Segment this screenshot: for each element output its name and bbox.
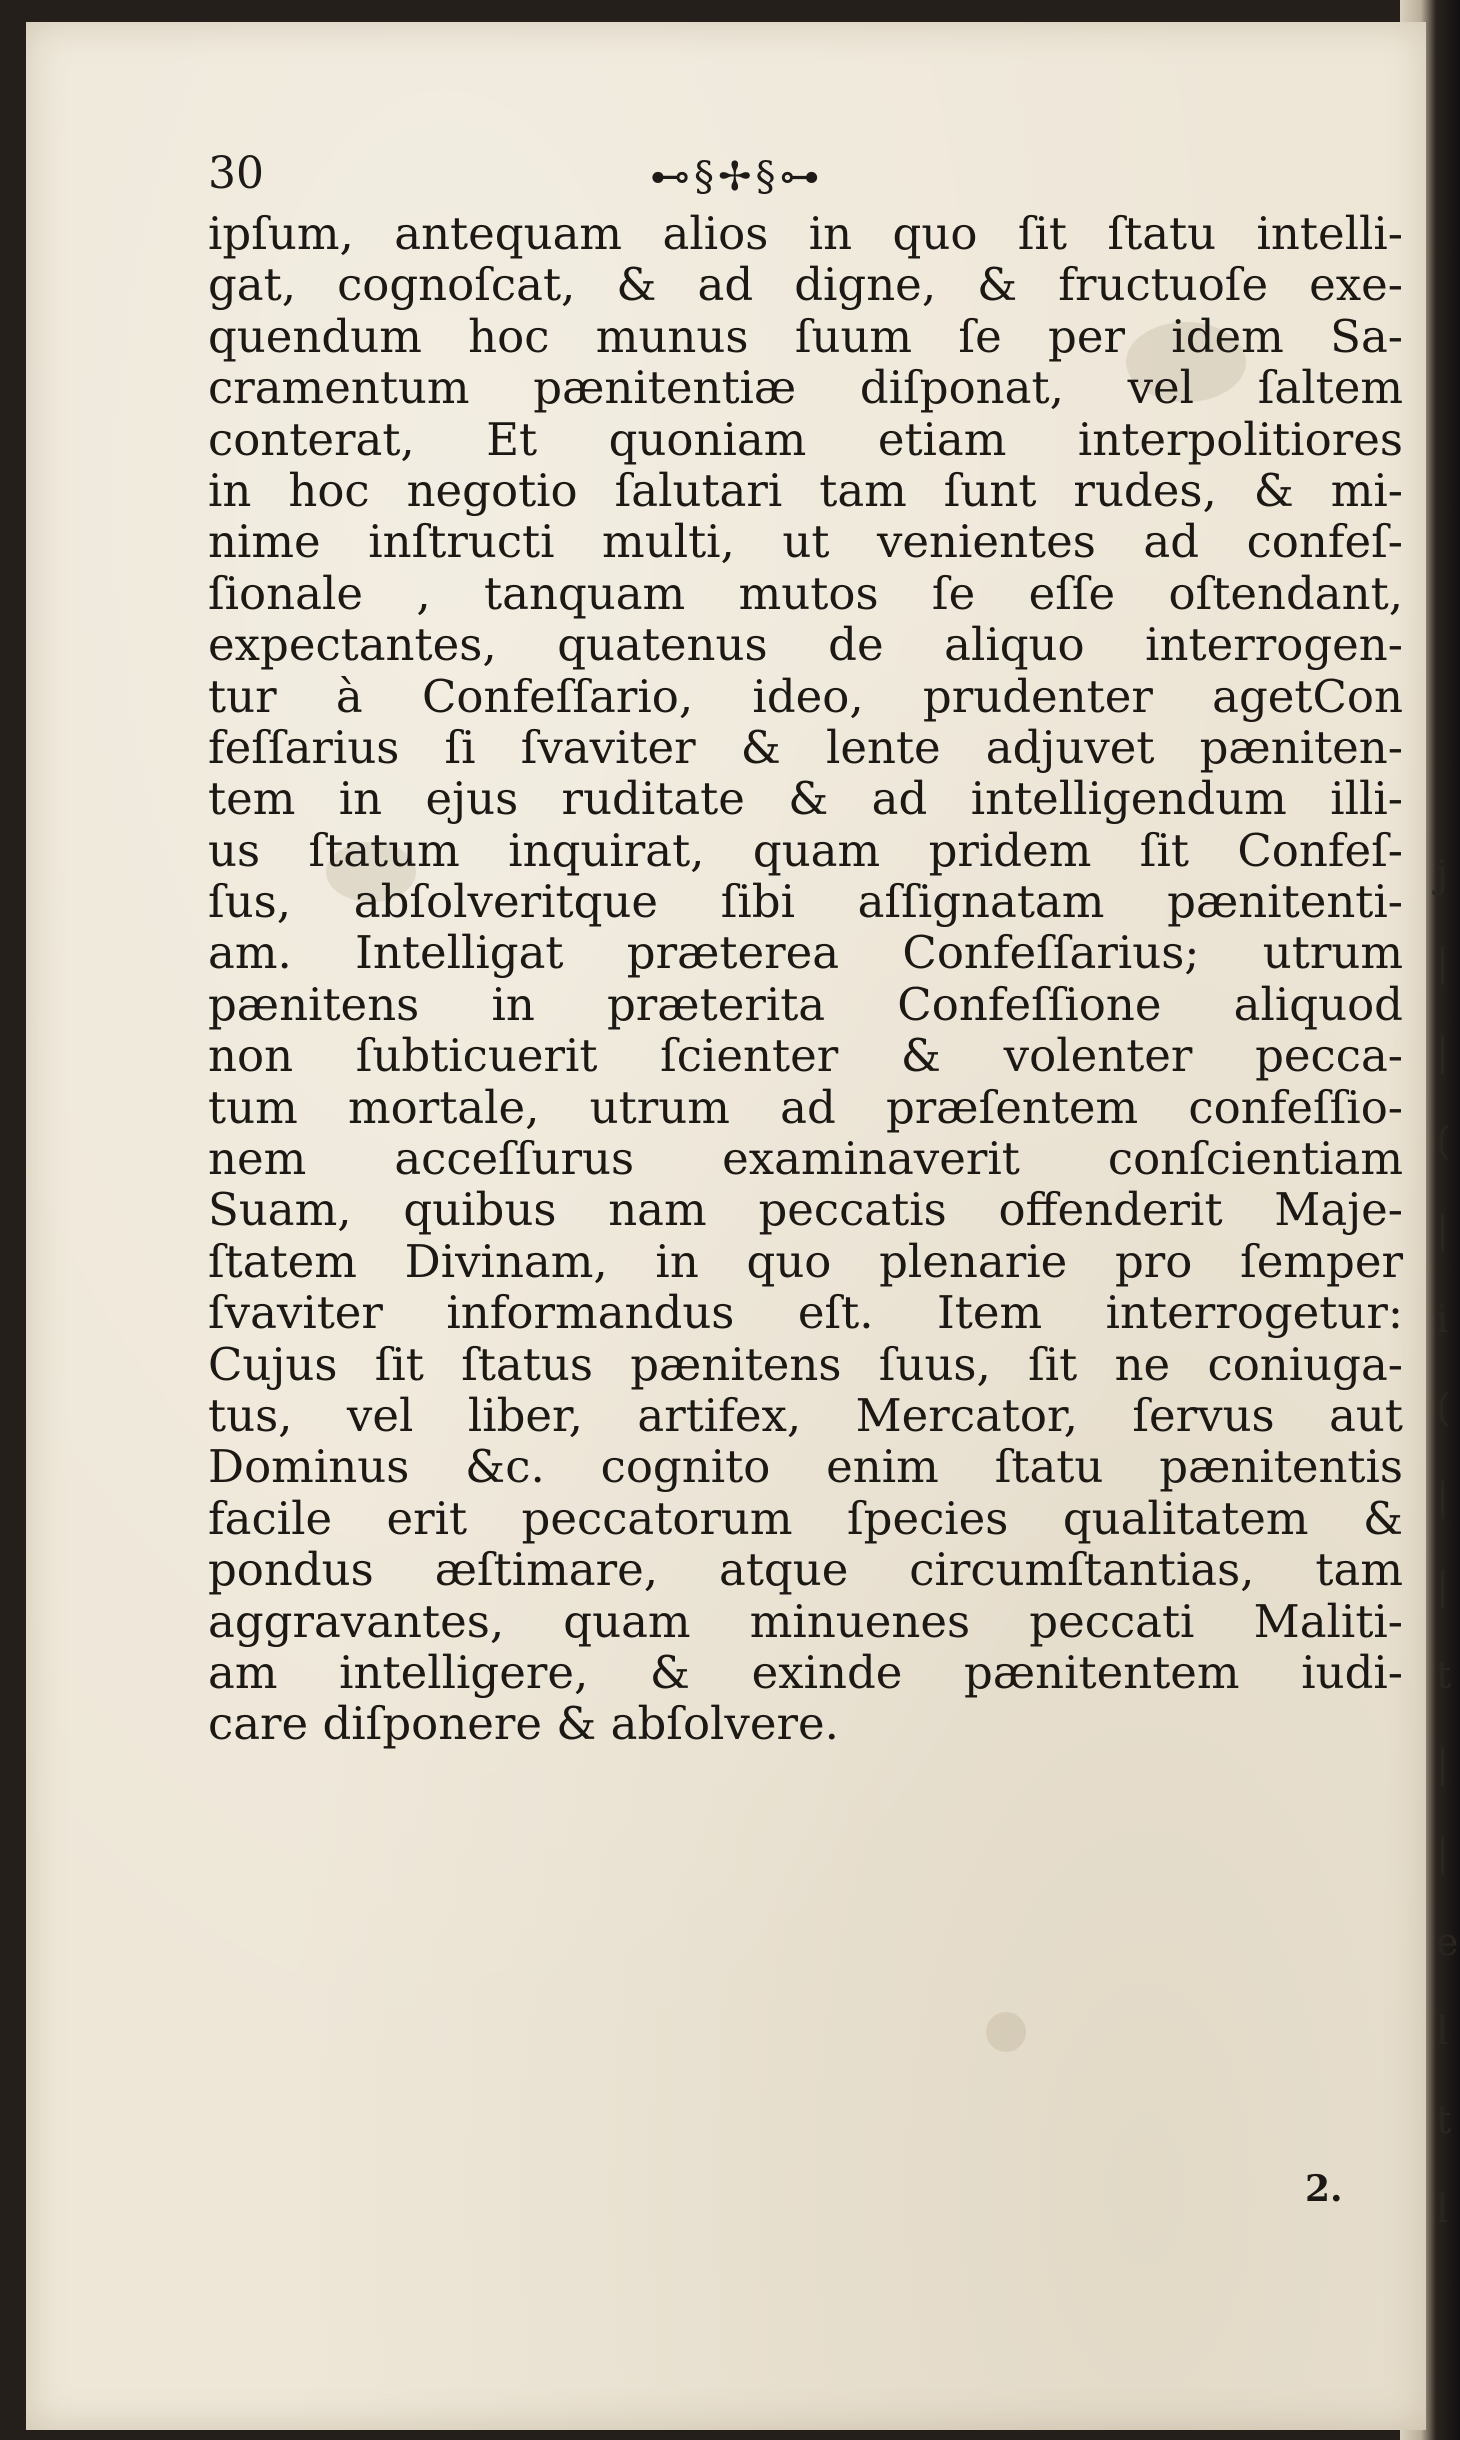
text-line: ſionale , tanquam mutos ſe eſſe oſtendant, bbox=[208, 566, 1403, 620]
text-line: pænitens in præterita Confeſſione aliquod bbox=[208, 977, 1403, 1031]
text-line: in hoc negotio ſalutari tam ſunt rudes, & mi- bbox=[208, 463, 1403, 517]
text-line: tus, vel liber, artifex, Mercator, ſervus aut bbox=[208, 1388, 1403, 1442]
text-line: ſus, abſolveritque ſibi aſſignatam pænitenti- bbox=[208, 875, 1403, 929]
text-line: am. Intelligat præterea Confeſſarius; utrum bbox=[208, 926, 1403, 980]
text-line: Dominus &c. cognito enim ſtatu pænitentis bbox=[208, 1440, 1403, 1494]
body-text bbox=[208, 208, 1403, 1750]
text-line: ſtatem Divinam, in quo plenarie pro ſemper bbox=[208, 1234, 1403, 1288]
text-line: non ſubticuerit ſcienter & volenter pecca- bbox=[208, 1029, 1403, 1083]
text-line: ſvaviter informandus eſt. Item interrogetur: bbox=[208, 1286, 1403, 1340]
page-number: 30 bbox=[208, 148, 264, 199]
text-line: expectantes, quatenus de aliquo interrogen- bbox=[208, 618, 1403, 672]
text-line: cramentum pænitentiæ diſponat, vel ſaltem bbox=[208, 361, 1403, 415]
text-line: tum mortale, utrum ad præſentem confeſſio- bbox=[208, 1080, 1403, 1134]
text-line: am intelligere, & exinde pænitentem iudi- bbox=[208, 1645, 1403, 1699]
text-line: conterat, Et quoniam etiam interpolitiores bbox=[208, 412, 1403, 466]
text-line: tem in ejus ruditate & ad intelligendum illi- bbox=[208, 772, 1403, 826]
adjacent-page-margin-glyphs: j | | ( | i ( | | t | | e l t l bbox=[1436, 852, 1459, 2231]
text-line: aggravantes, quam minuenes peccati Maliti- bbox=[208, 1594, 1403, 1648]
text-line: us ſtatum inquirat, quam pridem ſit Confeſ- bbox=[208, 823, 1403, 877]
text-line: Suam, quibus nam peccatis offenderit Maje- bbox=[208, 1183, 1403, 1237]
catchword: 2. bbox=[1305, 2168, 1343, 2210]
text-line: feſſarius ſi ſvaviter & lente adjuvet pæniten- bbox=[208, 720, 1403, 774]
text-line: pondus æſtimare, atque circumſtantias, tam bbox=[208, 1543, 1403, 1597]
text-line: Cujus ſit ſtatus pænitens ſuus, ſit ne coniuga- bbox=[208, 1337, 1403, 1391]
running-head bbox=[180, 148, 1380, 208]
text-line: care diſponere & abſolvere. bbox=[208, 1697, 839, 1751]
text-line: facile erit peccatorum ſpecies qualitatem & bbox=[208, 1491, 1403, 1545]
paper-stain bbox=[986, 2012, 1026, 2052]
text-line: ipſum, antequam alios in quo ſit ſtatu intelli- bbox=[208, 207, 1403, 260]
text-line: nime inſtructi multi, ut venientes ad confeſ- bbox=[208, 515, 1403, 569]
header-ornament: ⊷§✢§⊶ bbox=[650, 154, 824, 200]
text-line: nem acceſſurus examinaverit conſcientiam bbox=[208, 1132, 1403, 1186]
text-line: quendum hoc munus ſuum ſe per idem Sa- bbox=[208, 309, 1403, 363]
text-line: gat, cognoſcat, & ad digne, & fructuoſe exe- bbox=[208, 258, 1403, 312]
text-line: tur à Confeſſario, ideo, prudenter agetCon bbox=[208, 669, 1403, 723]
